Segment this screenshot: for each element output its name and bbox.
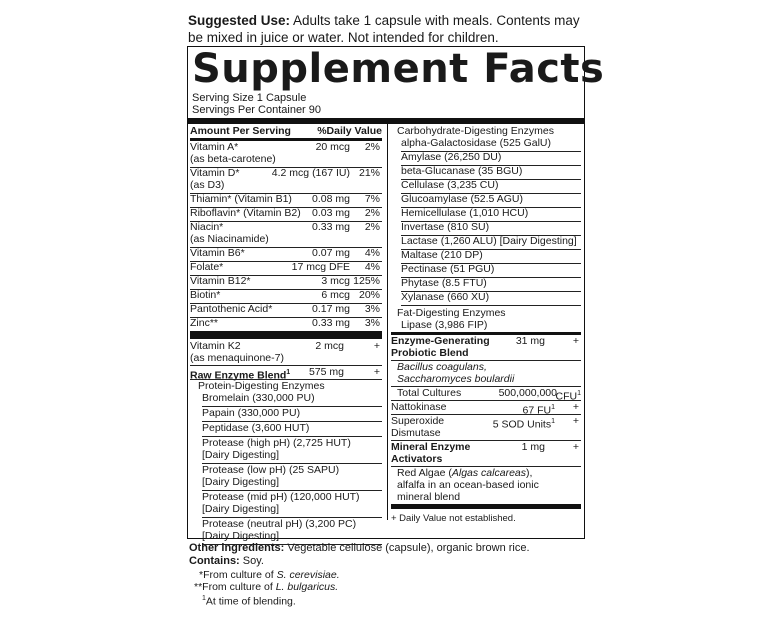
carb-enzyme-name: Phytase (8.5 FTU) <box>401 277 487 289</box>
mineral-desc-pre: Red Algae ( <box>397 467 452 479</box>
left-column <box>190 124 382 544</box>
vitamin-dv: 3% <box>364 303 380 315</box>
protein-enzyme-name: Protease (neutral pH) (3,200 PC) <box>202 518 357 530</box>
carb-enzyme-name: Maltase (210 DP) <box>401 249 483 261</box>
mineral-amount: 1 mg <box>521 441 545 453</box>
vitamin-name: Niacin* <box>190 221 224 233</box>
contains <box>189 555 264 568</box>
vitamin-name: Zinc** <box>190 317 219 329</box>
probiotic-dv: + <box>572 335 579 347</box>
footnote-3-text: At time of blending. <box>205 595 296 608</box>
footnote-1-text: *From culture of <box>199 569 277 581</box>
protein-enzyme-note: [Dairy Digesting] <box>202 449 280 461</box>
superoxide-name-1: Superoxide <box>391 415 445 427</box>
raw-enzyme-dv: + <box>373 366 380 378</box>
contains-text: Soy. <box>239 555 264 567</box>
superoxide-name-2: Dismutase <box>391 427 441 439</box>
protein-enzyme-name: Peptidase (3,600 HUT) <box>202 422 310 434</box>
fat-heading-text: Fat-Digesting Enzymes <box>397 307 506 319</box>
lipase-text: Lipase (3,986 FIP) <box>401 319 488 331</box>
vitamin-name: Vitamin A* <box>190 141 239 153</box>
serving-size: Serving Size 1 Capsule <box>192 92 307 104</box>
other-ingredients-text: Vegetable cellulose (capsule), organic brown rice. <box>284 542 530 554</box>
total-cultures-amount: 500,000,000 <box>498 387 557 399</box>
vitamin-name: Pantothenic Acid* <box>190 303 273 315</box>
carb-enzyme-name: Pectinase (51 PGU) <box>401 263 495 275</box>
protein-enzyme-name: Protease (low pH) (25 SAPU) <box>202 464 340 476</box>
footnote-2 <box>194 581 338 594</box>
header-dv: %Daily Value <box>317 125 382 137</box>
carb-enzyme-name: beta-Glucanase (35 BGU) <box>401 165 523 177</box>
protein-enzyme-name: Protease (mid pH) (120,000 HUT) <box>202 491 360 503</box>
vitamin-dv: 4% <box>364 261 380 273</box>
vitamin-dv: 3% <box>364 317 380 329</box>
footnote-3-sup: 1 <box>202 595 206 602</box>
dv-note-text: + Daily Value not established. <box>391 513 516 524</box>
carb-enzyme-name: Cellulase (3,235 CU) <box>401 179 499 191</box>
servings-per-container: Servings Per Container 90 <box>192 104 322 116</box>
total-cultures-unit: CFU <box>555 390 578 403</box>
raw-enzyme-amount: 575 mg <box>308 366 344 378</box>
strain-1-text: Bacillus coagulans, <box>397 361 487 373</box>
superoxide-dv: + <box>572 415 579 427</box>
nattokinase-amount: 67 FU <box>522 404 552 417</box>
vitamin-dv: 7% <box>364 193 380 205</box>
vitamin-k2-amount: 2 mcg <box>315 340 344 352</box>
footnote-2-text: **From culture of <box>194 581 276 593</box>
vitamin-name: Vitamin D* <box>190 167 240 179</box>
carb-enzyme-name: Glucoamylase (52.5 AGU) <box>401 193 523 205</box>
vitamin-dv: 20% <box>358 289 380 301</box>
bottom-rule <box>391 504 581 509</box>
suggested-use-label: Suggested Use: <box>188 13 291 28</box>
raw-enzyme-sup: 1 <box>286 369 291 376</box>
mineral-desc-2-text: alfalfa in an ocean-based ionic <box>397 479 539 491</box>
vitamin-amount: 4.2 mcg (167 IU) <box>271 167 350 179</box>
contains-label: Contains: <box>189 555 240 567</box>
panel-title: Supplement Facts <box>192 46 605 92</box>
carb-enzyme-name: Hemicellulase (1,010 HCU) <box>401 207 529 219</box>
vitamin-k2-sub-text: (as menaquinone-7) <box>190 352 284 364</box>
nattokinase-sup: 1 <box>551 404 555 411</box>
protein-enzyme-name: Bromelain (330,000 PU) <box>202 392 315 404</box>
vitamin-name: Riboflavin* (Vitamin B2) <box>190 207 301 219</box>
vitamin-name: Thiamin* (Vitamin B1) <box>190 193 292 205</box>
probiotic-name-2: Probiotic Blend <box>391 347 469 359</box>
carb-enzyme-name: Lactase (1,260 ALU) [Dairy Digesting] <box>401 235 577 247</box>
vitamin-dv: 2% <box>364 207 380 219</box>
header-amount: Amount Per Serving <box>190 125 291 137</box>
superoxide-amount: 5 SOD Units <box>492 418 552 431</box>
vitamin-amount: 0.33 mg <box>312 221 350 233</box>
right-column <box>391 124 581 544</box>
raw-enzyme-label: Raw Enzyme Blend <box>190 369 287 382</box>
vitamin-sub: (as Niacinamide) <box>190 233 269 245</box>
carb-enzyme-name: Amylase (26,250 DU) <box>401 151 502 163</box>
carb-enzyme-name: Invertase (810 SU) <box>401 221 490 233</box>
protein-enzyme-note: [Dairy Digesting] <box>202 530 280 542</box>
divider <box>401 305 581 306</box>
vitamin-amount: 0.17 mg <box>312 303 350 315</box>
footnote-1 <box>199 569 340 582</box>
mineral-dv: + <box>572 441 579 453</box>
vitamin-name: Folate* <box>190 261 224 273</box>
footnote-2-italic: L. bulgaricus. <box>275 581 339 593</box>
vitamin-amount: 0.07 mg <box>312 247 350 259</box>
vitamin-dv: 4% <box>364 247 380 259</box>
vitamin-dv: 2% <box>364 221 380 233</box>
mineral-desc-italic: Algas calcareas <box>451 467 526 479</box>
vitamin-amount: 20 mcg <box>315 141 350 153</box>
carb-enzyme-name: alpha-Galactosidase (525 GalU) <box>401 137 551 149</box>
vitamin-amount: 0.33 mg <box>312 317 350 329</box>
divider <box>190 317 382 318</box>
other-ingredients-label: Other ingredients: <box>189 542 285 554</box>
vitamin-amount: 3 mcg <box>321 275 350 287</box>
vitamin-amount: 0.03 mg <box>312 207 350 219</box>
probiotic-amount: 31 mg <box>515 335 545 347</box>
probiotic-name-1: Enzyme-Generating <box>391 335 490 347</box>
vitamin-name: Vitamin B6* <box>190 247 245 259</box>
total-cultures-name: Total Cultures <box>397 387 462 399</box>
vitamin-sub: (as D3) <box>190 179 225 191</box>
vitamin-amount: 6 mcg <box>321 289 350 301</box>
footnote-1-italic: S. cerevisiae. <box>276 569 340 581</box>
vitamin-amount: 17 mcg DFE <box>291 261 350 273</box>
vitamin-k2-name: Vitamin K2 <box>190 340 241 352</box>
carb-heading-text: Carbohydrate-Digesting Enzymes <box>397 125 554 137</box>
protein-heading-text: Protein-Digesting Enzymes <box>198 380 325 392</box>
protein-enzyme-name: Protease (high pH) (2,725 HUT) <box>202 437 351 449</box>
vitamin-amount: 0.08 mg <box>312 193 350 205</box>
serving-info <box>192 92 321 116</box>
suggested-use <box>188 12 588 46</box>
mineral-desc-post: ), <box>526 467 533 479</box>
protein-enzyme-note: [Dairy Digesting] <box>202 476 280 488</box>
carb-enzyme-name: Xylanase (660 XU) <box>401 291 490 303</box>
total-cultures-sup: 1 <box>577 390 581 397</box>
vitamin-dv: 125% <box>353 275 380 287</box>
vitamin-k-rule <box>190 331 382 339</box>
protein-enzyme-note: [Dairy Digesting] <box>202 503 280 515</box>
suggested-use-text: Adults take 1 capsule with meals. Contents may be mixed in juice or water. Not intended for children. <box>188 13 580 45</box>
other-ingredients <box>189 542 530 555</box>
vitamin-name: Vitamin B12* <box>190 275 251 287</box>
protein-enzyme-name: Papain (330,000 PU) <box>202 407 301 419</box>
footnote-3 <box>202 593 296 608</box>
mineral-desc-3-text: mineral blend <box>397 491 461 503</box>
strain-2-text: Saccharomyces boulardii <box>397 373 515 385</box>
mineral-name-1: Mineral Enzyme <box>391 441 471 453</box>
vitamin-dv: 2% <box>364 141 380 153</box>
vitamin-sub: (as beta-carotene) <box>190 153 276 165</box>
vitamin-name: Biotin* <box>190 289 221 301</box>
divider <box>190 365 382 366</box>
mineral-name-2: Activators <box>391 453 443 465</box>
nattokinase-name: Nattokinase <box>391 401 447 413</box>
column-divider <box>387 124 388 520</box>
vitamin-dv: 21% <box>358 167 380 179</box>
superoxide-sup: 1 <box>551 418 555 425</box>
nattokinase-dv: + <box>572 401 579 413</box>
vitamin-k2-dv: + <box>373 340 380 352</box>
